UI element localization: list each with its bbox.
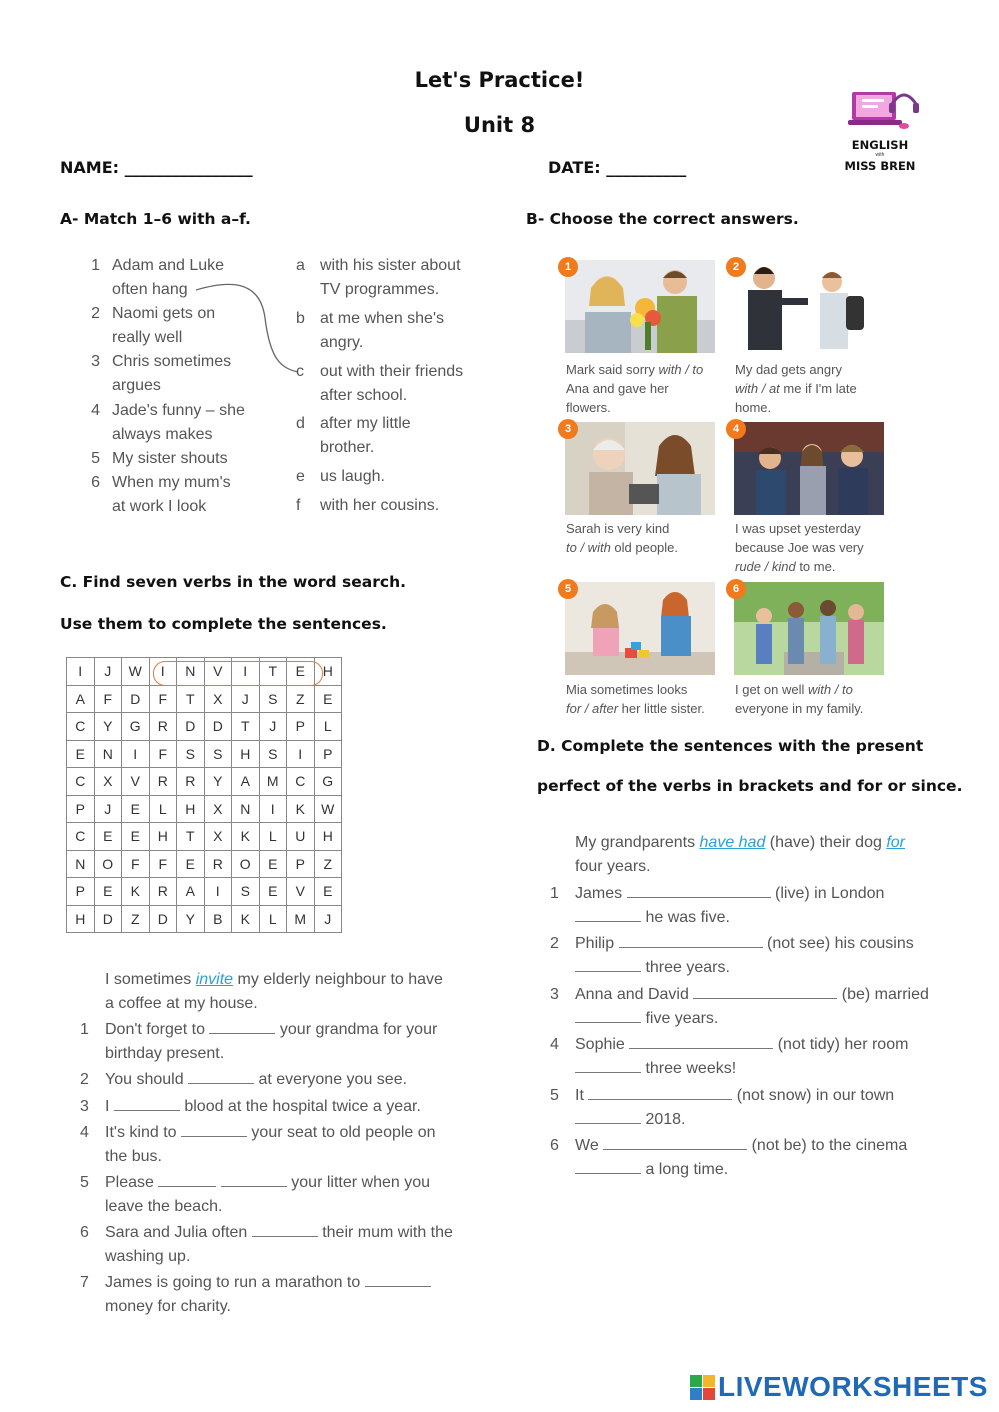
- photo-looks-after-sister: [565, 582, 715, 675]
- grid-cell[interactable]: F: [94, 685, 122, 713]
- grid-cell[interactable]: E: [67, 740, 95, 768]
- grid-cell[interactable]: A: [67, 685, 95, 713]
- photo-upset-teens: [734, 422, 884, 515]
- choice-for-after[interactable]: for / after: [566, 701, 619, 716]
- grid-cell[interactable]: C: [67, 768, 95, 796]
- grid-cell[interactable]: I: [259, 795, 287, 823]
- grid-cell[interactable]: N: [177, 658, 205, 686]
- list-item: a with his sister about TV programmes.: [296, 257, 461, 298]
- grid-row: [67, 713, 342, 741]
- grid-cell[interactable]: O: [94, 850, 122, 878]
- grid-cell[interactable]: T: [177, 685, 205, 713]
- grid-cell[interactable]: G: [314, 768, 342, 796]
- page-subtitle: Unit 8: [463, 113, 536, 137]
- grid-cell[interactable]: L: [259, 905, 287, 933]
- answer-blank[interactable]: [575, 1158, 641, 1174]
- grid-cell[interactable]: M: [287, 905, 315, 933]
- grid-cell[interactable]: W: [314, 795, 342, 823]
- grid-cell[interactable]: E: [314, 685, 342, 713]
- answer-blank[interactable]: [575, 956, 641, 972]
- grid-cell[interactable]: Y: [94, 713, 122, 741]
- list-item: 2 Naomi gets on really well: [91, 305, 216, 346]
- grid-cell[interactable]: T: [232, 713, 260, 741]
- list-item: 3 I blood at the hospital twice a year.: [80, 1095, 500, 1119]
- grid-cell[interactable]: V: [204, 658, 232, 686]
- list-item: 6 Sara and Julia often their mum with the washing up.: [80, 1221, 500, 1268]
- list-item: 4 Sophie (not tidy) her room three weeks!: [546, 1033, 976, 1080]
- word-search-grid[interactable]: [66, 657, 342, 933]
- answer-blank[interactable]: [575, 906, 641, 922]
- grid-cell[interactable]: O: [232, 850, 260, 878]
- example-sentence: My grandparents have had (have) their dog for four years.: [575, 834, 905, 875]
- list-item: 2 Philip (not see) his cousins three years.: [546, 932, 976, 979]
- grid-cell[interactable]: F: [149, 740, 177, 768]
- list-item: c out with their friends after school.: [296, 363, 464, 404]
- list-item: 5 It (not snow) in our town 2018.: [546, 1084, 976, 1131]
- grid-cell[interactable]: A: [232, 768, 260, 796]
- answer-blank[interactable]: [588, 1084, 732, 1100]
- grid-cell[interactable]: N: [67, 850, 95, 878]
- grid-cell[interactable]: E: [314, 878, 342, 906]
- name-field[interactable]: NAME: ________________: [60, 158, 253, 177]
- list-item: e us laugh.: [296, 468, 385, 485]
- caption-1: Mark said sorry with / to Ana and gave her flowers.: [566, 362, 704, 415]
- grid-row: [67, 685, 342, 713]
- grid-cell[interactable]: M: [259, 768, 287, 796]
- answer-blank[interactable]: [181, 1121, 247, 1137]
- grid-cell[interactable]: S: [232, 878, 260, 906]
- grid-cell[interactable]: E: [94, 878, 122, 906]
- grid-row: [67, 878, 342, 906]
- grid-cell[interactable]: D: [204, 713, 232, 741]
- list-item: 6 We (not be) to the cinema a long time.: [546, 1134, 976, 1181]
- grid-cell[interactable]: J: [232, 685, 260, 713]
- answer-blank[interactable]: [627, 882, 771, 898]
- grid-cell[interactable]: L: [149, 795, 177, 823]
- liveworksheets-icon: [690, 1375, 716, 1401]
- list-item: f with her cousins.: [296, 497, 440, 514]
- list-item: b at me when she's angry.: [296, 310, 445, 351]
- badge: 6: [726, 579, 746, 599]
- grid-cell[interactable]: P: [67, 878, 95, 906]
- choice-rude-kind[interactable]: rude / kind: [735, 559, 796, 574]
- grid-cell[interactable]: I: [287, 740, 315, 768]
- grid-cell[interactable]: X: [204, 795, 232, 823]
- list-item: d after my little brother.: [296, 415, 411, 456]
- grid-cell[interactable]: X: [94, 768, 122, 796]
- date-field[interactable]: DATE: __________: [548, 158, 687, 177]
- badge: 5: [558, 579, 578, 599]
- grid-cell[interactable]: J: [94, 795, 122, 823]
- grid-row: [67, 740, 342, 768]
- grid-cell[interactable]: S: [259, 740, 287, 768]
- grid-row: [67, 768, 342, 796]
- choice-with-at[interactable]: with / at: [735, 381, 780, 396]
- answer-blank[interactable]: [252, 1221, 318, 1237]
- grid-cell[interactable]: Y: [204, 768, 232, 796]
- grid-cell[interactable]: W: [122, 658, 150, 686]
- answer-blank[interactable]: [365, 1271, 431, 1287]
- page-title: Let's Practice!: [414, 68, 585, 92]
- grid-cell[interactable]: H: [314, 823, 342, 851]
- grid-cell[interactable]: X: [204, 823, 232, 851]
- grid-cell[interactable]: I: [149, 658, 177, 686]
- grid-row: [67, 850, 342, 878]
- answer-blank[interactable]: [693, 983, 837, 999]
- grid-cell[interactable]: I: [232, 658, 260, 686]
- grid-cell[interactable]: R: [177, 768, 205, 796]
- grid-cell[interactable]: E: [122, 795, 150, 823]
- grid-cell[interactable]: V: [287, 878, 315, 906]
- answer-blank[interactable]: [221, 1171, 287, 1187]
- answer-blank[interactable]: [575, 1057, 641, 1073]
- list-item: 4 Jade's funny – she always makes: [91, 402, 245, 443]
- word-search[interactable]: [66, 657, 342, 933]
- grid-cell[interactable]: H: [232, 740, 260, 768]
- photo-angry-dad: [734, 260, 884, 353]
- grid-cell[interactable]: S: [259, 685, 287, 713]
- section-c-heading: C. Find seven verbs in the word search.: [60, 573, 407, 591]
- badge: 1: [558, 257, 578, 277]
- logo-line1: ENGLISH: [851, 138, 909, 152]
- grid-cell[interactable]: F: [149, 850, 177, 878]
- grid-row: [67, 795, 342, 823]
- grid-cell[interactable]: D: [177, 713, 205, 741]
- caption-5: Mia sometimes looks for / after her little sister.: [566, 682, 705, 716]
- grid-cell[interactable]: N: [94, 740, 122, 768]
- grid-cell[interactable]: K: [232, 905, 260, 933]
- list-item: 5 My sister shouts: [91, 450, 228, 467]
- english-with-miss-bren-logo: [838, 84, 928, 180]
- grid-cell[interactable]: R: [149, 768, 177, 796]
- grid-cell[interactable]: F: [149, 685, 177, 713]
- grid-cell[interactable]: L: [259, 823, 287, 851]
- grid-cell[interactable]: R: [149, 713, 177, 741]
- grid-cell[interactable]: P: [67, 795, 95, 823]
- grid-cell[interactable]: B: [204, 905, 232, 933]
- grid-cell[interactable]: E: [122, 823, 150, 851]
- caption-6: I get on well with / to everyone in my family.: [735, 682, 864, 716]
- grid-cell[interactable]: P: [314, 740, 342, 768]
- grid-cell[interactable]: H: [177, 795, 205, 823]
- found-word-highlight: [153, 661, 323, 686]
- grid-cell[interactable]: H: [149, 823, 177, 851]
- grid-cell[interactable]: Y: [177, 905, 205, 933]
- grid-cell[interactable]: X: [204, 685, 232, 713]
- grid-cell[interactable]: J: [314, 905, 342, 933]
- list-item: 1 James (live) in London he was five.: [546, 882, 976, 929]
- choice-with-to[interactable]: with / to: [658, 362, 704, 377]
- caption-4: I was upset yesterday because Joe was very rude / kind to me.: [735, 521, 864, 574]
- section-a-heading: A- Match 1–6 with a–f.: [60, 210, 251, 228]
- answer-blank[interactable]: [188, 1068, 254, 1084]
- grid-cell[interactable]: J: [259, 713, 287, 741]
- answer-blank[interactable]: [629, 1033, 773, 1049]
- list-item: 3 Chris sometimes argues: [91, 353, 232, 394]
- logo-line3: MISS BREN: [844, 159, 916, 173]
- grid-cell[interactable]: P: [287, 850, 315, 878]
- list-item: 1 Don't forget to your grandma for your birthday present.: [80, 1018, 500, 1065]
- photo-apology-flowers: [565, 260, 715, 353]
- grid-cell[interactable]: U: [287, 823, 315, 851]
- list-item: 5 Please your litter when you leave the beach.: [80, 1171, 500, 1218]
- grid-cell[interactable]: C: [287, 768, 315, 796]
- grid-cell[interactable]: G: [122, 713, 150, 741]
- answer-blank[interactable]: [603, 1134, 747, 1150]
- grid-cell[interactable]: H: [314, 658, 342, 686]
- answer-blank[interactable]: [575, 1007, 641, 1023]
- section-c-subheading: Use them to complete the sentences.: [60, 615, 387, 633]
- section-d-subheading: perfect of the verbs in brackets and for or since.: [537, 777, 963, 795]
- section-b-heading: B- Choose the correct answers.: [526, 210, 799, 228]
- answer-blank[interactable]: [209, 1018, 275, 1034]
- grid-row: [67, 823, 342, 851]
- grid-cell[interactable]: E: [259, 878, 287, 906]
- grid-cell[interactable]: H: [67, 905, 95, 933]
- grid-cell[interactable]: E: [259, 850, 287, 878]
- grid-cell[interactable]: E: [177, 850, 205, 878]
- grid-cell[interactable]: Z: [287, 685, 315, 713]
- answer-blank[interactable]: [158, 1171, 216, 1187]
- example-sentence: I sometimes invite my elderly neighbour to have a coffee at my house.: [105, 971, 443, 1012]
- grid-row: [67, 905, 342, 933]
- grid-cell[interactable]: J: [94, 658, 122, 686]
- caption-3: Sarah is very kind to / with old people.: [566, 521, 679, 555]
- grid-cell[interactable]: S: [177, 740, 205, 768]
- grid-cell[interactable]: K: [232, 823, 260, 851]
- grid-cell[interactable]: C: [67, 823, 95, 851]
- grid-cell[interactable]: E: [94, 823, 122, 851]
- grid-cell[interactable]: I: [204, 878, 232, 906]
- grid-cell[interactable]: T: [259, 658, 287, 686]
- answer-blank[interactable]: [114, 1095, 180, 1111]
- grid-cell[interactable]: E: [287, 658, 315, 686]
- grid-cell[interactable]: K: [287, 795, 315, 823]
- grid-cell[interactable]: D: [149, 905, 177, 933]
- grid-cell[interactable]: T: [177, 823, 205, 851]
- list-item: 3 Anna and David (be) married five years.: [546, 983, 976, 1030]
- photo-family-walk: [734, 582, 884, 675]
- liveworksheets-logo: [690, 1373, 990, 1403]
- logo-line2: with: [875, 152, 885, 158]
- list-item: 1 Adam and Luke often hang: [91, 257, 225, 298]
- grid-cell[interactable]: D: [122, 685, 150, 713]
- section-d-heading: D. Complete the sentences with the present: [537, 737, 924, 755]
- grid-cell[interactable]: R: [149, 878, 177, 906]
- badge: 4: [726, 419, 746, 439]
- list-item: 7 James is going to run a marathon to money for charity.: [80, 1271, 500, 1318]
- grid-cell[interactable]: A: [177, 878, 205, 906]
- grid-cell[interactable]: C: [67, 713, 95, 741]
- badge: 3: [558, 419, 578, 439]
- brand-text: LIVEWORKSHEETS: [718, 1371, 988, 1402]
- grid-cell[interactable]: D: [94, 905, 122, 933]
- grid-cell[interactable]: I: [67, 658, 95, 686]
- grid-cell[interactable]: S: [204, 740, 232, 768]
- grid-cell[interactable]: P: [287, 713, 315, 741]
- grid-cell[interactable]: R: [204, 850, 232, 878]
- badge: 2: [726, 257, 746, 277]
- grid-cell[interactable]: N: [232, 795, 260, 823]
- list-item: 6 When my mum's at work I look: [91, 474, 231, 515]
- answer-blank[interactable]: [575, 1108, 641, 1124]
- laptop-headphones-icon: [838, 84, 928, 132]
- list-item: 4 It's kind to your seat to old people on the bus.: [80, 1121, 500, 1168]
- grid-cell[interactable]: K: [122, 878, 150, 906]
- grid-cell[interactable]: L: [314, 713, 342, 741]
- photo-kind-to-elderly: [565, 422, 715, 515]
- answer-blank[interactable]: [619, 932, 763, 948]
- caption-2: My dad gets angry with / at me if I'm late home.: [735, 362, 857, 415]
- grid-cell[interactable]: F: [122, 850, 150, 878]
- grid-cell[interactable]: Z: [122, 905, 150, 933]
- grid-cell[interactable]: I: [122, 740, 150, 768]
- list-item: 2 You should at everyone you see.: [80, 1068, 500, 1092]
- choice-to-with[interactable]: to / with: [566, 540, 611, 555]
- grid-cell[interactable]: Z: [314, 850, 342, 878]
- choice-with-to[interactable]: with / to: [808, 682, 853, 697]
- grid-cell[interactable]: V: [122, 768, 150, 796]
